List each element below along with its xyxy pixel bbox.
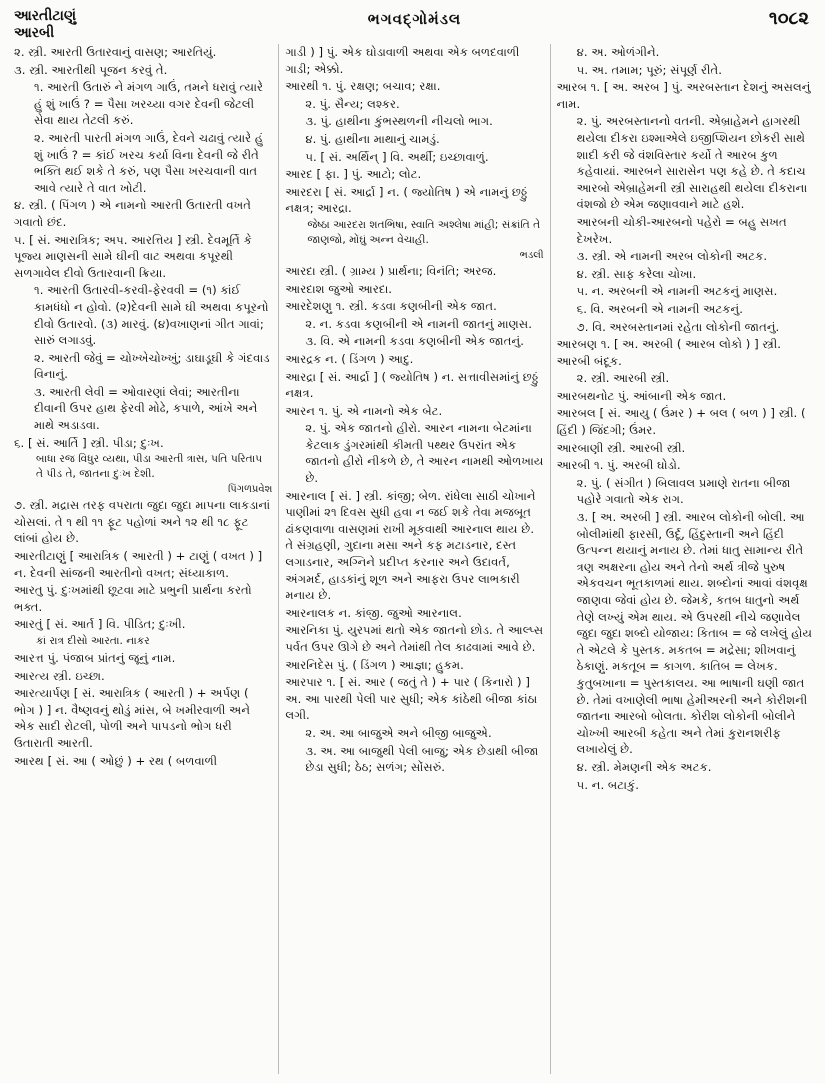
entry-sense: ૫. ન. અરબની એ નામની અટકનું માણસ. xyxy=(576,284,778,299)
dictionary-entry: ૬. [ સં. આર્તિ ] સ્ત્રી. પીડા; દુઃખ. xyxy=(14,435,164,450)
dictionary-entry: આરપાર ૧. [ સં. આર ( જતું તે ) + પાર ( કિનારો ) ] અ. આ પારથી પેલી પાર સુધી; એક કાંઠેથી બીજા કાંઠા લગી. xyxy=(285,675,538,723)
entry-sense: ૩. વિ. એ નામની કડવા કણબીની એક જાતનું. xyxy=(305,334,524,349)
dictionary-entry: આરદાશ જુઓ આરદા. xyxy=(285,281,393,296)
dictionary-entry: આરબથનોટ પું. આંબાની એક જાત. xyxy=(556,388,727,403)
column-left xyxy=(14,44,272,1074)
dictionary-entry: ગાડી ) ] પું. એક ઘોડાવાળી અથવા એક બળદવાળી ગાડી; એક્કો. xyxy=(285,45,520,76)
dictionary-entry: ૭. સ્ત્રી. મદ્રાસ તરફ વપરાતા જુદા જુદા માપના લાકડાનાં ચોસલાં. તે ૧ થી ૧૧ ફૂટ પહોળાં અને ૧૨ થી ૧૮ ફૂટ લાંબાં હોય છે. xyxy=(14,498,271,546)
entry-sense: ૨. આરતી પારતી મંગળ ગાઉં, દેવને ચઢાવું ત્યારે હું શું ખાઉં ? = કાંઈ ખરચ કર્યા વિના દેવની જે રીતે ભક્તિ થઈ શકે તે કરું, પણ પૈસા ખરચવાની વાત આવે ત્યારે તે વાત ખોટી. xyxy=(34,130,264,195)
entry-sense: ૫. અ. તમામ; પૂરું; સંપૂર્ણ રીતે. xyxy=(576,62,722,77)
dictionary-entry: આરતું [ સં. આર્ત ] વિ. પીડિત; દુઃખી. xyxy=(14,617,186,632)
entry-quotation: કાં રાત્ર દીસો આરતા. નાકર xyxy=(36,635,150,647)
entry-sense: આરબની ચોકી-આરબનો પહેરો = બહુ સખત દેખરેખ. xyxy=(576,214,787,246)
dictionary-entry: આરથી ૧. પું. રક્ષણ; બચાવ; રક્ષા. xyxy=(285,79,441,94)
dictionary-entry: આરતીટાણું [ આરાત્રિક ( આરતી ) + ટાણું ( વખત ) ] ન. દેવની સાંજની આરતીનો વખત; સંધ્યાકાળ. xyxy=(14,549,263,580)
dictionary-entry: આરથ [ સં. આ ( ઓછું ) + રથ ( બળવાળી xyxy=(14,753,218,768)
entry-sense: ૭. વિ. અરબસ્તાનમાં રહેતા લોકોની જાતનું. xyxy=(576,319,780,334)
entry-sense: ૪. અ. ઓળંગીને. xyxy=(576,45,660,59)
entry-sense: ૨. પું. અરબસ્તાનનો વતની. એબ્રાહેમને હાગરથી થયેલા દીકરા ઇશ્માએલે ઇજીપ્શિયન છોકરી સાથે શાદી કરી જે વંશવિસ્તાર કર્યો તે આરબ કુળ કહેવાયાં. આરબને સારાસેન પણ કહે છે. તે કદાચ આરબો એબ્રાહેમની સ્ત્રી સારાહથી થયેલા દીકરાના વંશજો છે એમ જણાવવાને માટે હશે. xyxy=(576,114,808,212)
dictionary-entry: આરદા સ્ત્રી. ( ગ્રામ્ય ) પ્રાર્થના; વિનંતિ; અરજ. xyxy=(285,263,497,278)
entry-citation: ભડલી xyxy=(519,249,544,261)
guide-word-last: આરબી xyxy=(14,25,55,41)
entry-sense: ૧. આરતી ઉતારવી-કરવી-ફેરવવી = (૧) કાંઈ કામધંધો ન હોવો. (૨)દેવની સામે ઘી અથવા કપૂરનો દીવો ઉતારવો. (૩) મારવું. (૪)વખાણનાં ગીત ગાવાં; સારું લગાડવું. xyxy=(34,283,269,348)
dictionary-entry: આરબણ ૧. [ અ. અરબી ( આરબ લોકો ) ] સ્ત્રી. આરબી બંદૂક. xyxy=(556,337,781,368)
dictionary-entry: આરદ્રા [ સં. આર્દ્રા ] ( જ્યોતિષ ) ન. સત્તાવીસમાંનું છઠ્ઠું નક્ષત્ર. xyxy=(285,369,539,401)
entry-sense: ૪. સ્ત્રી. મેમણની એક અટક. xyxy=(576,759,712,774)
dictionary-entry: આરત્ય સ્ત્રી. ઇચ્છા. xyxy=(14,668,105,683)
dictionary-entry: આરનિકા પું. યુરપમાં થતો એક જાતનો છોડ. તે આલ્પ્સ પર્વત ઉપર ઊગે છે અને તેમાંથી તેલ કાઢવામાં આવે છે. xyxy=(285,623,544,654)
dictionary-entry: આરદ [ ફા. ] પું. આટો; લોટ. xyxy=(285,167,422,182)
dictionary-entry: ૩. સ્ત્રી. આરતીથી પૂજન કરવું તે. xyxy=(14,62,168,77)
dictionary-entry: ૨. સ્ત્રી. આરતી ઉતારવાનું વાસણ; આરતિયું. xyxy=(14,45,217,59)
entry-sense: ૨. પું. એક જાતનો હીરો. આરન નામના બેટમાંના કેટલાક ડુંગરમાંથી કીમતી પથ્થર ઉપરાંત એક જાતનો હીરો નીકળે છે, તે આરન નામથી ઓળખાય છે. xyxy=(305,421,544,486)
dictionary-entry: આરબ ૧. [ અ. અરબ ] પું. અરબસ્તાન દેશનું અસલનું નામ. xyxy=(556,80,811,111)
dictionary-entry: આરત્યાર્પણ [ સં. આરાત્રિક ( આરતી ) + અર્પણ ( ભોગ ) ] ન. વૈષ્ણવનું થોડું માંસ, બે ખમીરવાળી અને એક સાદી રોટલી, પોળી અને પાપડનો ભોગ ધરી ઉતારાતી આરતી. xyxy=(14,686,251,750)
entry-sense: ૩. સ્ત્રી. એ નામની અરબ લોકોની અટક. xyxy=(576,249,768,264)
guide-word-first: આરતીટાણું xyxy=(14,8,77,24)
entry-sense: ૨. સ્ત્રી. આરબી સ્ત્રી. xyxy=(576,371,670,386)
page-number: ૧૦૮૨ xyxy=(768,8,809,29)
entry-sense: ૩. પું. હાથીના કુંભસ્થળની નીચલો ભાગ. xyxy=(305,114,493,129)
dictionary-entry: આરતુ પું. દુઃખમાંથી છૂટવા માટે પ્રભુની પ્રાર્થના કરતો ભક્ત. xyxy=(14,583,252,614)
entry-sense: ૩. [ અ. અરબી ] સ્ત્રી. આરબ લોકોની બોલી. આ બોલીમાંથી ફારસી, ઉર્દૂ, હિંદુસ્તાની અને હિંદી ઉત્પન્ન થયાનું મનાય છે. તેમાં ધાતુ સામાન્ય રીતે ત્રણ અક્ષરના હોય અને તેનો અર્થ ત્રીજે પુરુષ એકવચન ભૂતકાળમાં થાય. શબ્દોનાં આવાં વંશવૃક્ષ જાણવા જેવાં હોય છે. જેમકે, કતબ ધાતુનો અર્થ તેણે લખ્યું એમ થાય. એ ઉપરથી નીચે જણાવેલ જુદા જુદા શબ્દો યોજાય: કિતાબ = જે લખેલું હોય તે એટલે કે પુસ્તક. મકતબ = મદ્રેસા; શીખવાનું ઠેકાણું. મકતૂબ = કાગળ. કાતિબ = લેખક. કુતુબખાના = પુસ્તકાલય. આ ભાષાની ઘણી જાત છે. તેમાં વખાણેલી ભાષા હેમીઅરની અને કોરીશની જાતના આરબો બોલતા. કોરીશ લોકોની બોલીને ચોખ્ખી આરબી કહેતા અને તેમાં કુરાનશરીફ લખાયેલું છે. xyxy=(576,510,813,757)
page-header xyxy=(14,6,815,44)
entry-sense: ૪. સ્ત્રી. સાફ કરેલા ચોખા. xyxy=(576,266,697,281)
dictionary-entry: આરદેશણુ ૧. સ્ત્રી. કડવા કણબીની એક જાત. xyxy=(285,299,497,314)
entry-sense: ૪. પું. હાથીના માથાનું ચામડું. xyxy=(305,131,440,146)
dictionary-entry: આરત્ત પું. પંજાબ પ્રાંતનું જૂનું નામ. xyxy=(14,651,176,665)
entry-sense: ૨. અ. આ બાજુએ અને બીજી બાજુએ. xyxy=(305,725,492,740)
entry-sense: ૨. પું. ( સંગીત ) બિલાવલ પ્રમાણે રાતના બીજા પહોરે ગવાતો એક રાગ. xyxy=(576,475,791,507)
entry-sense: ૫. ન. બટાકું. xyxy=(576,777,639,792)
dictionary-entry: આરનાલક ન. કાંજી. જુઓ આરનાલ. xyxy=(285,605,462,620)
dictionary-entry: આરદરા [ સં. આર્દ્રા ] ન. ( જ્યોતિષ ) એ નામનું છઠ્ઠું નક્ષત્ર; આરદ્રા. xyxy=(285,184,528,216)
column-right xyxy=(550,44,815,1074)
dictionary-entry: આરબી ૧. પું. અરબી ઘોડો. xyxy=(556,458,681,473)
dictionary-entry: ૪. સ્ત્રી. ( પિંગળ ) એ નામનો આરતી ઉતારતી વખતે ગવાતો છંદ. xyxy=(14,198,251,229)
dictionary-entry: આરબાણી સ્ત્રી. આરબી સ્ત્રી. xyxy=(556,440,686,455)
entry-quotation: જેષ્ઠા આરદરા શતભિષા, સ્વાતિ અશ્લેષા માંહી; સંક્રાંતિ તે જાણજો, મોંઘું અન્ન વેચાહી. xyxy=(307,218,541,246)
entry-sense: ૬. વિ. અરબની એ નામની અટકનું. xyxy=(576,301,743,316)
page-title: ભગવદ્ગોમંડલ xyxy=(367,10,462,28)
entry-sense: ૨. ન. કડવા કણબીની એ નામની જાતનું માણસ. xyxy=(305,316,532,331)
dictionary-entry: આરદ્રક ન. ( ડિંગળ ) આદુ. xyxy=(285,351,414,366)
column-middle xyxy=(278,44,543,1074)
entry-sense: ૩. અ. આ બાજુથી પેલી બાજુ; એક છેડાથી બીજા છેડા સુધી; ઠેઠ; સળંગ; સોંસરું. xyxy=(305,743,539,775)
entry-sense: ૫. [ સં. અર્થિન્ ] વિ. અર્થી; ઇચ્છાવાળું. xyxy=(305,149,489,164)
entry-sense: ૧. આરતી ઉતારું ને મંગળ ગાઉં, તમને ધરાવું ત્યારે હું શું ખાઉં ? = પૈસા ખરચ્યા વગર દેવની જેટલી સેવા થાય તેટલી કરું. xyxy=(34,80,264,128)
columns xyxy=(14,44,815,1074)
dictionary-entry: આરનાલ [ સં. ] સ્ત્રી. કાંજી; બેળ. રાંધેલા સાઠી ચોખાને પાણીમાં ૨૧ દિવસ સુધી હવા ન જઈ શકે તેવા મજબૂત ઢાંકણવાળા વાસણમાં રાખી મૂકવાથી આરનાલ થાય છે. તે સંગ્રહણી, ગુદાના મસા અને કફ મટાડનાર, દસ્ત લગાડનાર, અગ્નિને પ્રદીપ્ત કરનાર અને ઉદાવર્ત, અંગમર્દ, હાડકાંનું શૂળ અને આફરા ઉપર લાભકારી મનાય છે. xyxy=(285,488,536,603)
entry-sense: ૩. આરતી લેવી = ઓવારણાં લેવાં; આરતીના દીવાની ઉપર હાથ ફેરવી મોઢે, કપાળે, આંખે અને માથે અડાડવા. xyxy=(34,384,258,433)
entry-quotation: બાધા રજ વિધુર વ્યથા, પીડા આરતી ત્રાસ, પતિ પરિતાપ તે પીડ તે, જાતના દુઃખ દેશી. xyxy=(36,453,263,481)
dictionary-entry: આરન ૧. પું. એ નામનો એક બેટ. xyxy=(285,403,443,418)
dictionary-entry: આરનિદેસ પું. ( ડિંગળ ) આજ્ઞા; હુકમ. xyxy=(285,657,464,672)
entry-sense: ૨. આરતી જેવું = ચોખ્ખેચોખ્ખું; ડાઘાડૂઘી કે ગંદવાડ વિનાનું. xyxy=(34,350,270,382)
dictionary-entry: ૫. [ સં. આરાત્રિક; અપ. આરત્તિય ] સ્ત્રી. દેવમૂર્તિ કે પૂજ્ય માણસની સામે ઘીની વાટ અથવા કપૂરથી સળગાવેલ દીવો ઉતારવાની ક્રિયા. xyxy=(14,232,252,280)
entry-sense: ૨. પું. સૈન્ય; લશ્કર. xyxy=(305,96,400,111)
dictionary-entry: આરબલ [ સં. આયુ ( ઉંમર ) + બલ ( બળ ) ] સ્ત્રી. ( હિંદી ) જિંદગી; ઉંમર. xyxy=(556,406,806,438)
entry-citation: પિંગળપ્રવેશ xyxy=(228,484,273,496)
